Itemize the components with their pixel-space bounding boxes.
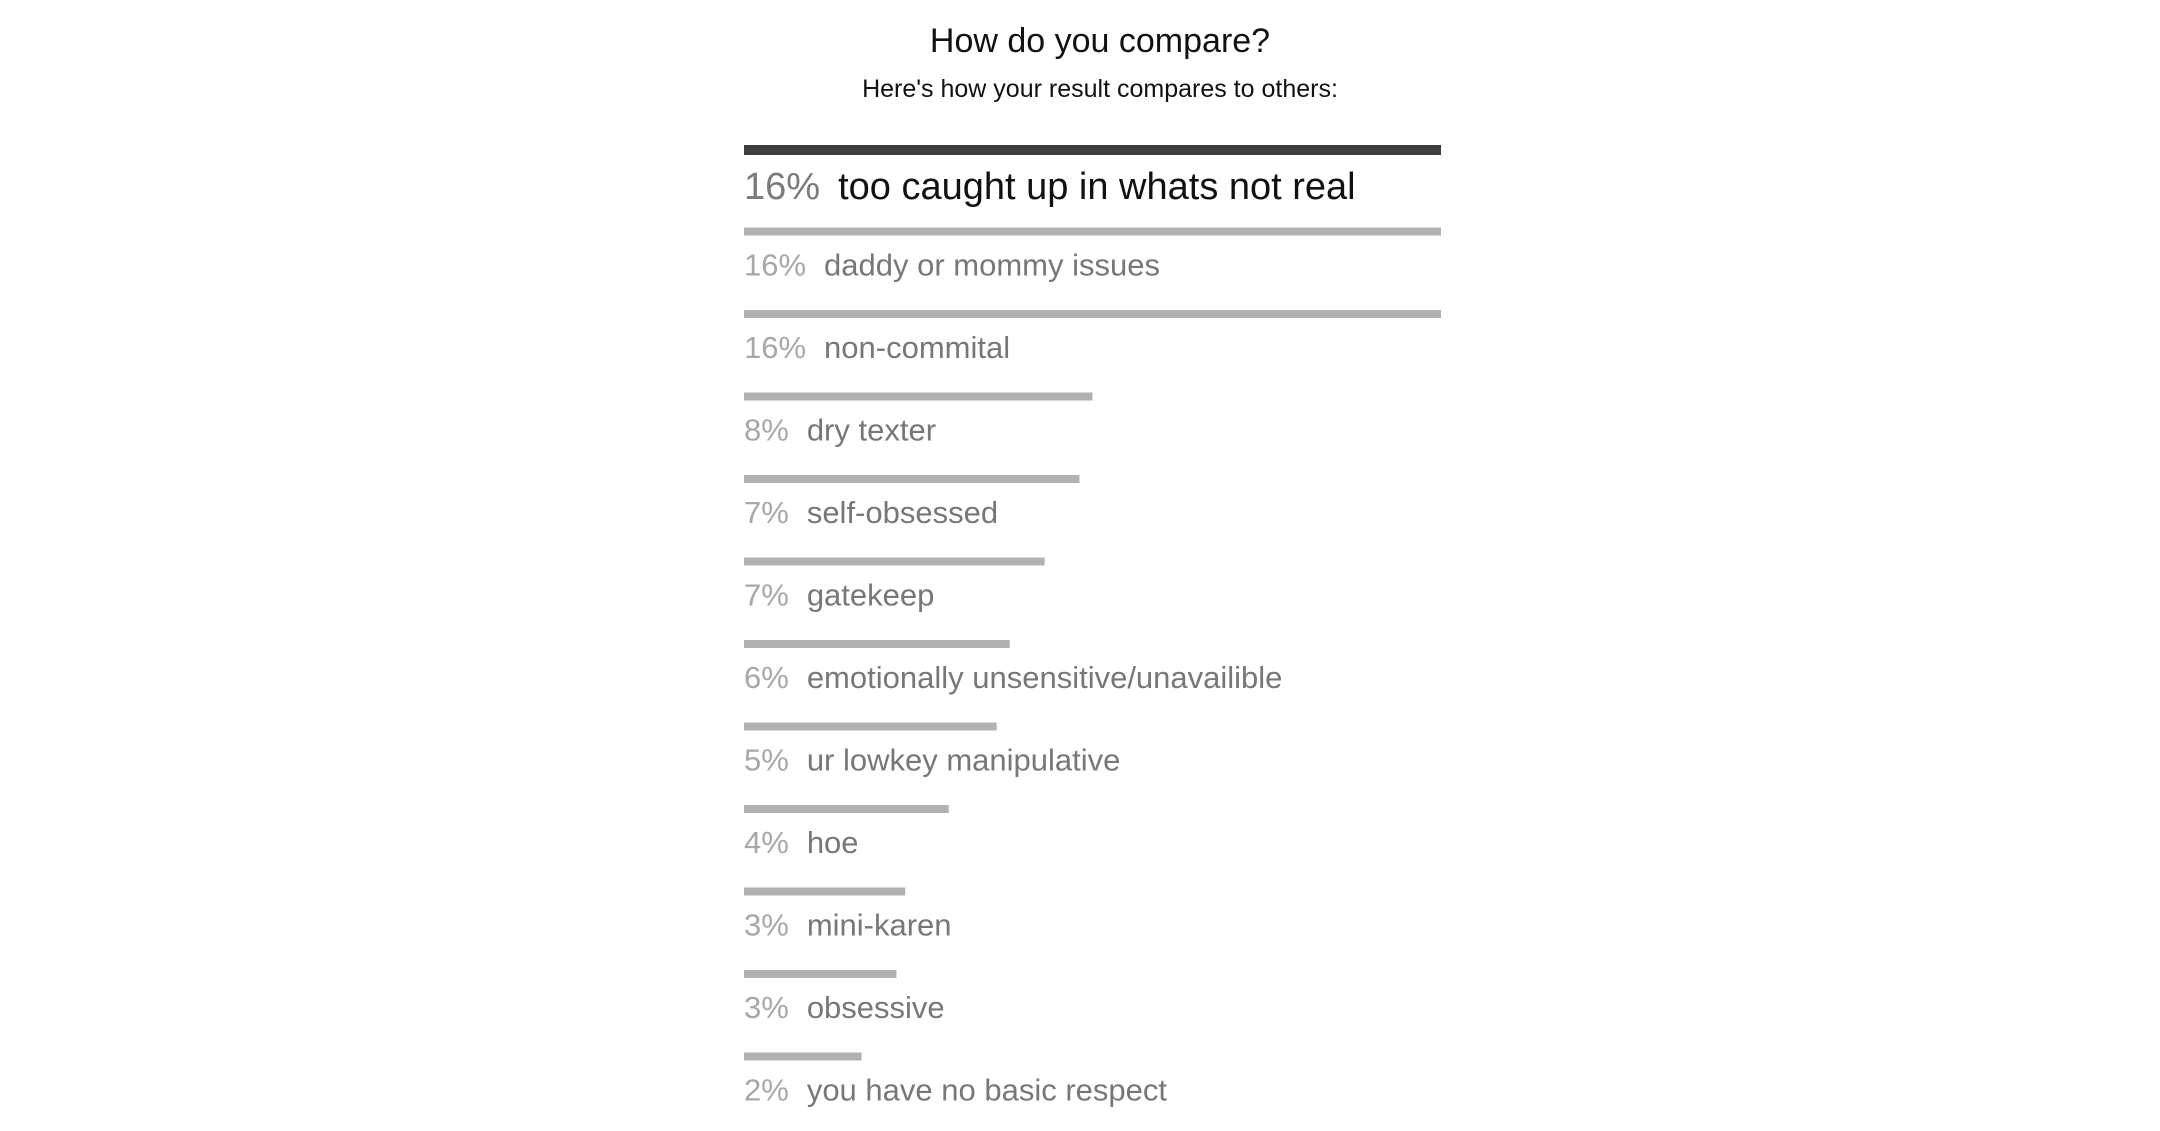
result-bar [744, 805, 949, 813]
result-percent: 4% [744, 825, 789, 860]
chart-title: How do you compare? [929, 22, 1271, 60]
result-percent: 8% [744, 412, 789, 448]
result-percent: 16% [744, 166, 821, 208]
result-percent: 16% [744, 247, 807, 283]
result-label: obsessive [806, 990, 945, 1025]
result-bar [744, 970, 896, 978]
result-label: hoe [806, 825, 859, 860]
result-label: mini-karen [806, 907, 952, 943]
result-label: dry texter [806, 412, 937, 448]
result-percent: 7% [744, 577, 789, 613]
result-percent: 3% [744, 907, 789, 943]
chart-subtitle: Here's how your result compares to others: [862, 75, 1338, 103]
result-label: daddy or mommy issues [824, 247, 1160, 283]
result-bar [744, 888, 905, 896]
result-bar [744, 228, 1441, 236]
result-label: you have no basic respect [806, 1072, 1167, 1108]
result-percent: 2% [744, 1072, 789, 1108]
result-bar [744, 393, 1093, 401]
result-bar [744, 475, 1079, 483]
selected-result-bar [744, 145, 1441, 155]
result-percent: 6% [744, 660, 789, 695]
result-label: non-commital [824, 330, 1011, 365]
result-label: ur lowkey manipulative [806, 742, 1121, 778]
result-label: gatekeep [806, 577, 935, 613]
result-bar [744, 1053, 862, 1061]
result-percent: 3% [744, 990, 789, 1025]
selected-result-label: too caught up in whats not real [838, 166, 1356, 208]
result-label: self-obsessed [806, 495, 999, 530]
result-bar [744, 723, 997, 731]
result-label: emotionally unsensitive/unavailible [806, 660, 1283, 695]
result-bar [744, 310, 1441, 318]
result-percent: 16% [744, 330, 807, 365]
result-percent: 7% [744, 495, 789, 530]
result-percent: 5% [744, 742, 789, 778]
result-bar [744, 640, 1010, 648]
result-bar [744, 558, 1045, 566]
